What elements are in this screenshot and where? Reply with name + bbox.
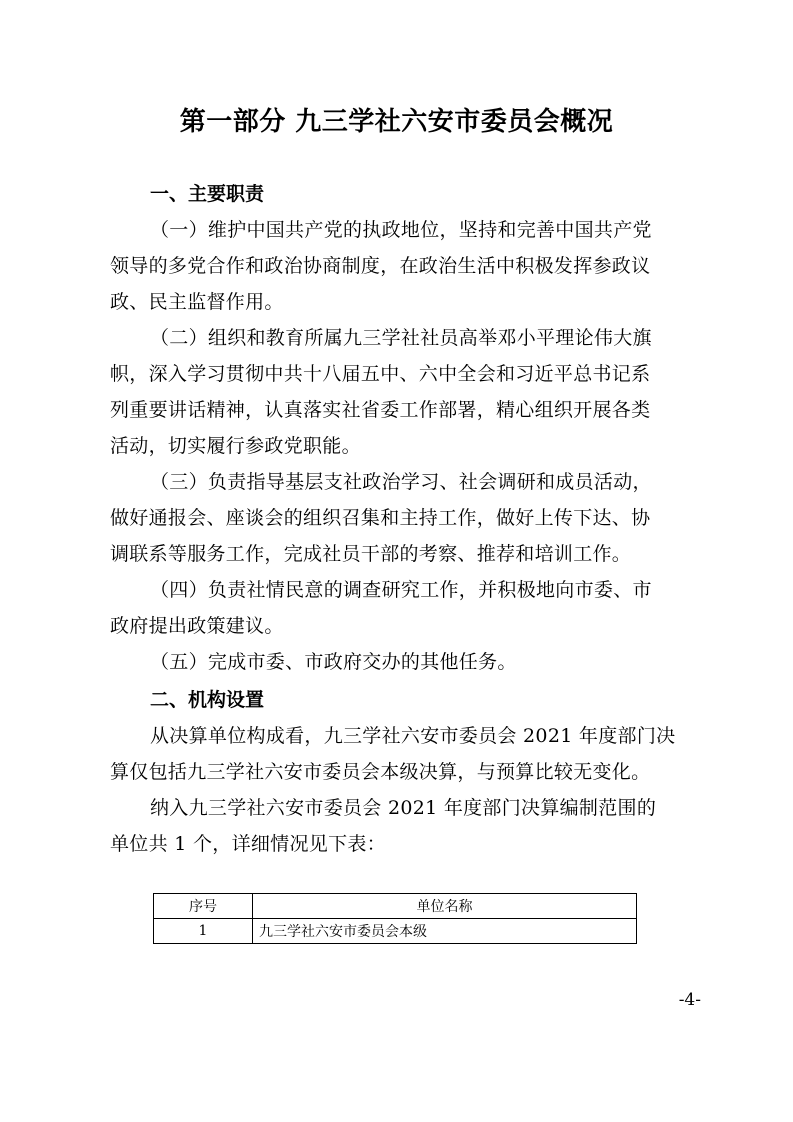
table-cell-index: 1 [154,919,253,944]
text-line: 做好通报会、座谈会的组织召集和主持工作，做好上传下达、协 [110,507,651,529]
text-line: 单位共 1 个，详细情况见下表： [110,833,386,855]
section-heading-structure: 二、机构设置 [150,689,265,711]
units-table [153,893,637,944]
table-cell-unit-name: 九三学社六安市委员会本级 [253,919,637,944]
text-line: 政、民主监督作用。 [110,291,284,313]
table-header-row [154,894,637,919]
text-line: （三）负责指导基层支社政治学习、社会调研和成员活动， [150,471,652,493]
text-line: （四）负责社情民意的调查研究工作，并积极地向市委、市 [150,579,652,601]
text-line: 调联系等服务工作，完成社员干部的考察、推荐和培训工作。 [110,543,632,565]
duty-paragraph-3 [110,464,693,572]
text-line: （二）组织和教育所属九三学社社员高举邓小平理论伟大旗 [150,327,652,349]
table-row [154,919,637,944]
page-number: -4- [678,990,701,1010]
structure-paragraph-1 [110,718,693,790]
text-line: 领导的多党合作和政治协商制度，在政治生活中积极发挥参政议 [110,255,651,277]
duty-paragraph-2 [110,320,693,464]
duty-paragraph-4 [110,572,693,644]
duty-paragraph-1 [110,212,693,320]
text-line: 帜，深入学习贯彻中共十八届五中、六中全会和习近平总书记系 [110,363,651,385]
document-body [110,172,693,862]
text-line: 政府提出政策建议。 [110,615,284,637]
section-heading-duties: 一、主要职责 [150,183,265,205]
text-line: （一）维护中国共产党的执政地位，坚持和完善中国共产党 [150,219,652,241]
text-line: 活动，切实履行参政党职能。 [110,435,361,457]
structure-paragraph-2 [110,790,693,862]
text-line: 纳入九三学社六安市委员会 2021 年度部门决算编制范围的 [150,797,657,819]
duty-paragraph-5 [110,644,693,680]
text-line: 从决算单位构成看，九三学社六安市委员会 2021 年度部门决 [150,725,676,747]
page-title: 第一部分 九三学社六安市委员会概况 [179,107,614,137]
text-line: 算仅包括九三学社六安市委员会本级决算，与预算比较无变化。 [110,761,651,783]
column-header-unit-name: 单位名称 [253,894,637,919]
text-line: （五）完成市委、市政府交办的其他任务。 [150,651,517,673]
column-header-index: 序号 [154,894,253,919]
text-line: 列重要讲话精神，认真落实社省委工作部署，精心组织开展各类 [110,399,651,421]
